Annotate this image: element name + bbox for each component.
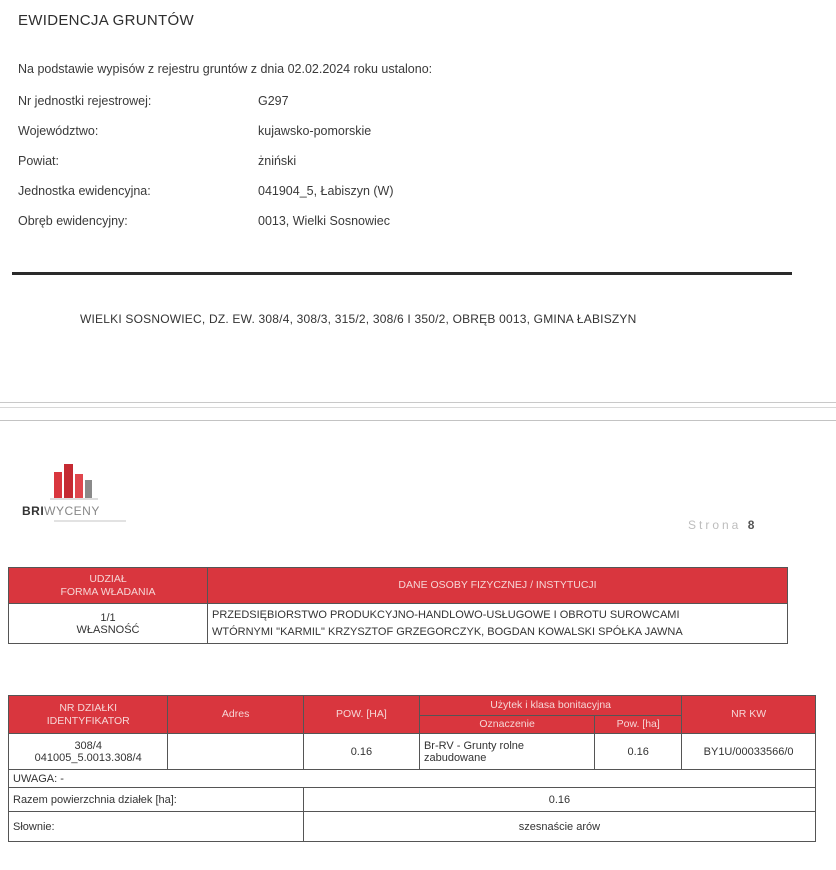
land-use-line-2: zabudowane [423, 751, 487, 764]
intro-text: Na podstawie wypisów z rejestru gruntów z dnia 02.02.2024 roku ustalono: [18, 62, 433, 76]
address-header: Adres [168, 696, 303, 734]
header-share: UDZIAŁ [89, 572, 127, 585]
parcel-identifier: 041005_5.0013.308/4 [34, 751, 142, 764]
company-logo [22, 462, 142, 528]
address-cell [168, 734, 303, 770]
share-value: 1/1 [100, 611, 116, 624]
land-use-group-header: Użytek i klasa bonitacyjna [419, 696, 681, 716]
logo-brand-bold: BRI [22, 504, 45, 518]
parcel-nr-cell [9, 734, 168, 770]
header-parcel-nr: NR DZIAŁKI [59, 701, 118, 714]
total-value-cell: 0.16 [303, 788, 815, 812]
document-title: EWIDENCJA GRUNTÓW [18, 12, 194, 29]
words-label-cell: Słownie: [9, 812, 304, 842]
page-break-line [0, 420, 836, 421]
field-label-precinct: Obręb ewidencyjny: [18, 214, 128, 228]
field-value-voivodeship: kujawsko-pomorskie [258, 124, 372, 138]
owner-line-2: WTÓRNYMI "KARMIL" KRZYSZTOF GRZEGORCZYK, BOGDAN KOWALSKI SPÓŁKA JAWNA [212, 625, 683, 638]
section-divider [12, 272, 792, 275]
subject-line: WIELKI SOSNOWIEC, DZ. EW. 308/4, 308/3, 315/2, 308/6 I 350/2, OBRĘB 0013, GMINA ŁABISZYN [80, 312, 637, 326]
field-label-voivodeship: Województwo: [18, 124, 99, 138]
field-label-county: Powiat: [18, 154, 59, 168]
remark-cell: UWAGA: - [9, 770, 816, 788]
page-break-line [0, 407, 836, 408]
header-identifier: IDENTYFIKATOR [46, 714, 130, 727]
header-form: FORMA WŁADANIA [60, 585, 156, 598]
ownership-share-cell [9, 604, 208, 644]
land-use-desc-cell [419, 734, 594, 770]
land-use-area-header: Pow. [ha] [595, 716, 682, 734]
land-use-desc-header: Oznaczenie [419, 716, 594, 734]
field-label-registry-unit: Jednostka ewidencyjna: [18, 184, 151, 198]
field-value-registry-unit: 041904_5, Łabiszyn (W) [258, 184, 394, 198]
area-header: POW. [HA] [303, 696, 419, 734]
land-register-header: NR KW [682, 696, 816, 734]
land-register-cell: BY1U/00033566/0 [682, 734, 816, 770]
building-logo-icon [22, 462, 142, 528]
field-label-unit: Nr jednostki rejestrowej: [18, 94, 152, 108]
page-label: Strona [688, 518, 742, 532]
field-value-county: żniński [258, 154, 297, 168]
parcel-nr: 308/4 [74, 739, 102, 752]
total-label-cell: Razem powierzchnia działek [ha]: [9, 788, 304, 812]
logo-brand-light: WYCENY [44, 504, 100, 518]
ownership-owner-cell [208, 604, 788, 644]
ownership-owner-header: DANE OSOBY FIZYCZNEJ / INSTYTUCJI [208, 568, 788, 604]
page-number [688, 518, 755, 532]
owner-line-1: PRZEDSIĘBIORSTWO PRODUKCYJNO-HANDLOWO-USŁUGOWE I OBROTU SUROWCAMI [212, 608, 680, 621]
land-use-line-1: Br-RV - Grunty rolne [423, 739, 525, 752]
field-value-precinct: 0013, Wielki Sosnowiec [258, 214, 391, 228]
parcel-nr-header [9, 696, 168, 734]
words-value-cell: szesnaście arów [303, 812, 815, 842]
ownership-share-header [9, 568, 208, 604]
field-value-unit: G297 [258, 94, 289, 108]
parcels-table [8, 695, 816, 842]
area-cell: 0.16 [303, 734, 419, 770]
form-value: WŁASNOŚĆ [76, 623, 140, 636]
page-number-value: 8 [747, 518, 756, 532]
land-use-area-cell: 0.16 [595, 734, 682, 770]
ownership-table [8, 567, 788, 644]
page-break-line [0, 402, 836, 403]
